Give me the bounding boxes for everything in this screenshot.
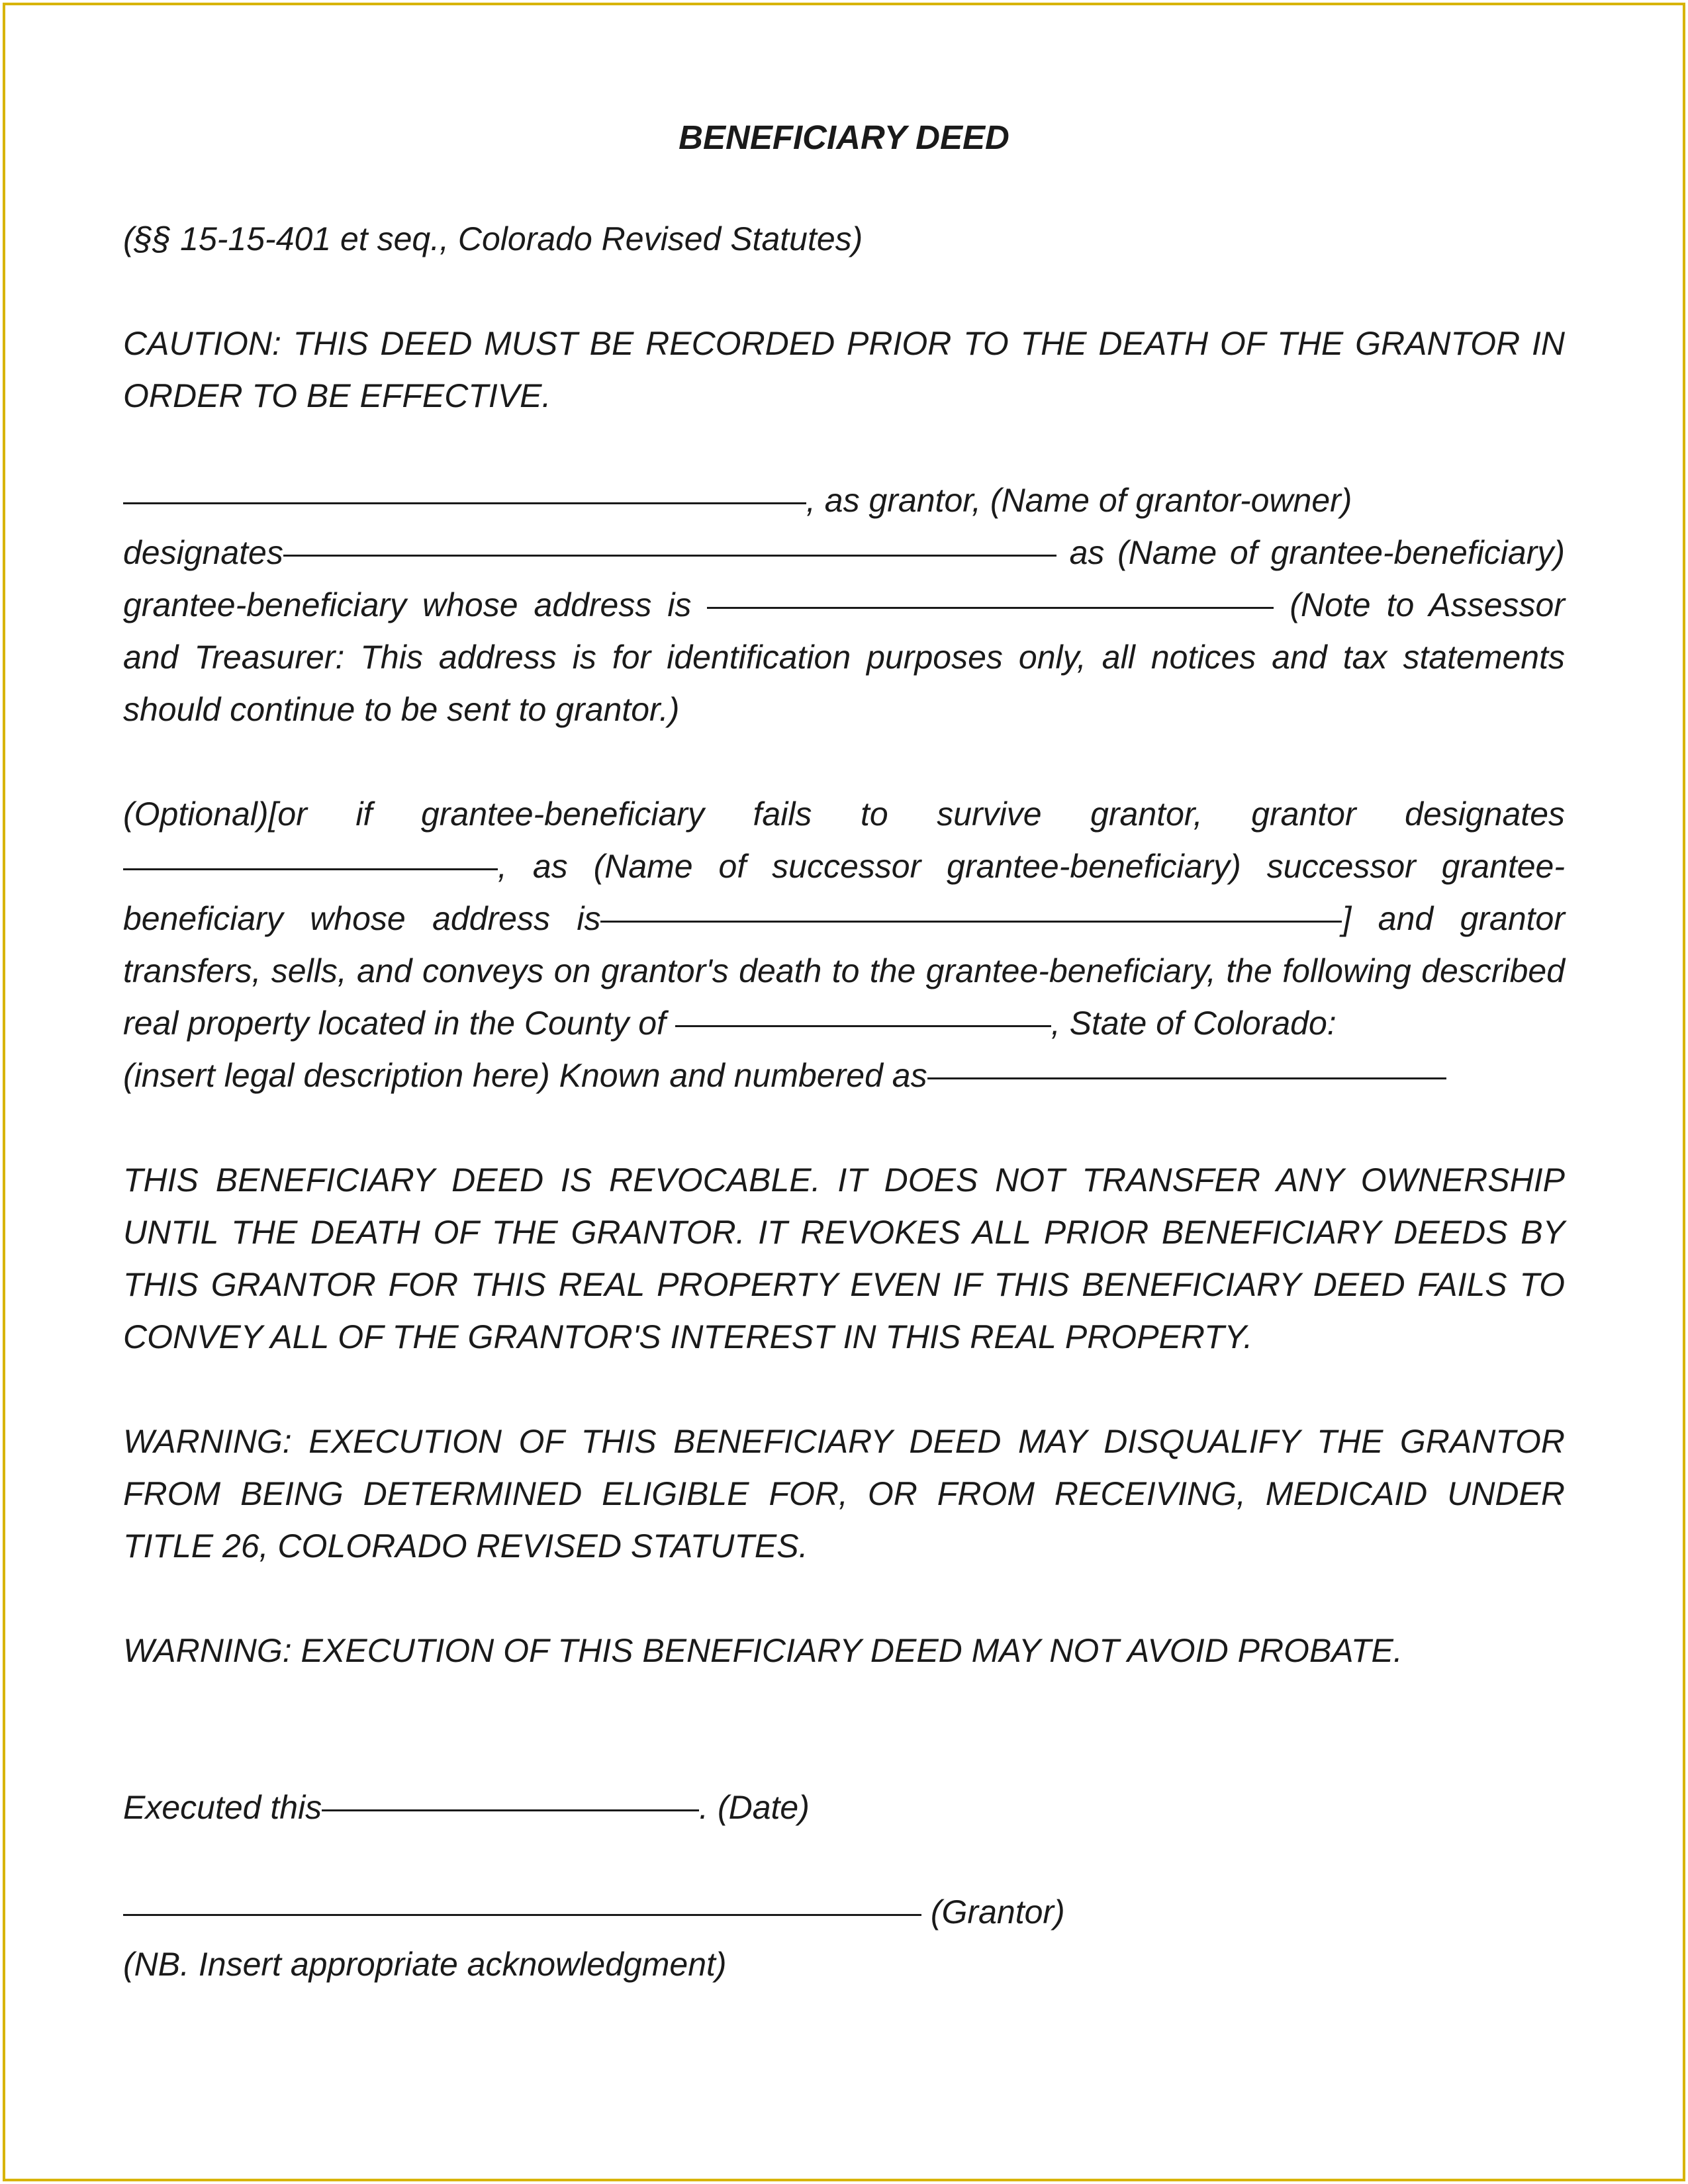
county-field[interactable]	[675, 1024, 1051, 1027]
transfer-text: ] and grantor transfers, sells, and conveys on grantor's death to the grantee-beneficiary, the following described real property located in the County of	[123, 900, 1565, 1042]
grantor-label: , as grantor, (Name of grantor-owner)	[806, 482, 1352, 519]
grantee-beneficiary-address-field[interactable]	[707, 606, 1274, 609]
executed-label: Executed this	[123, 1789, 322, 1826]
medicaid-warning: WARNING: EXECUTION OF THIS BENEFICIARY DEED MAY DISQUALIFY THE GRANTOR FROM BEING DETERMINED ELIGIBLE FOR, OR FROM RECEIVING, MEDICAID UNDER TITLE 26, COLORADO REVISED STATUTES.	[123, 1423, 1565, 1565]
successor-address-field[interactable]	[600, 920, 1342, 923]
execution-date-field[interactable]	[322, 1809, 699, 1811]
successor-name-field[interactable]	[123, 868, 498, 870]
designates-label: designates	[123, 534, 283, 571]
optional-intro: (Optional)[or if grantee-beneficiary fails to survive grantor, grantor designates	[123, 796, 1565, 833]
known-and-numbered-field[interactable]	[927, 1077, 1446, 1079]
statute-reference: (§§ 15-15-401 et seq., Colorado Revised Statutes)	[123, 220, 863, 257]
probate-warning: WARNING: EXECUTION OF THIS BENEFICIARY DEED MAY NOT AVOID PROBATE.	[123, 1632, 1403, 1669]
deed-page	[123, 111, 1565, 1991]
date-label: . (Date)	[699, 1789, 810, 1826]
grantor-paragraph	[123, 475, 1565, 736]
grantee-beneficiary-label: as (Name of grantee-beneficiary) grantee-beneficiary whose address is	[123, 534, 1565, 623]
acknowledgment-note: (NB. Insert appropriate acknowledgment)	[123, 1946, 727, 1983]
grantor-signature-label: (Grantor)	[921, 1893, 1065, 1931]
successor-label: , as (Name of successor grantee-beneficiary) successor grantee-beneficiary whose address is	[123, 848, 1565, 937]
executed-line	[123, 1782, 1565, 1834]
caution-text: CAUTION: THIS DEED MUST BE RECORDED PRIOR TO THE DEATH OF THE GRANTOR IN ORDER TO BE EFFECTIVE.	[123, 325, 1565, 414]
revocable-notice: THIS BENEFICIARY DEED IS REVOCABLE. IT DOES NOT TRANSFER ANY OWNERSHIP UNTIL THE DEATH OF THE GRANTOR. IT REVOKES ALL PRIOR BENEFICIARY DEEDS BY THIS GRANTOR FOR THIS REAL PROPERTY EVEN IF THIS BENEFICIARY DEED FAILS TO CONVEY ALL OF THE GRANTOR'S INTEREST IN THIS REAL PROPERTY.	[123, 1161, 1565, 1355]
grantor-signature-line	[123, 1886, 1565, 1938]
optional-successor-paragraph	[123, 788, 1565, 1050]
legal-description-label: (insert legal description here) Known and numbered as	[123, 1057, 927, 1094]
document-title: BENEFICIARY DEED	[679, 118, 1009, 156]
state-text: , State of Colorado:	[1051, 1005, 1336, 1042]
grantor-signature-field[interactable]	[123, 1913, 921, 1916]
grantor-name-field[interactable]	[123, 502, 806, 504]
grantee-beneficiary-name-field[interactable]	[283, 554, 1056, 557]
assessor-note: (Note to Assessor and Treasurer: This address is for identification purposes only, all notices and tax statements should continue to be sent to grantor.)	[123, 586, 1565, 728]
legal-description-line	[123, 1050, 1565, 1102]
